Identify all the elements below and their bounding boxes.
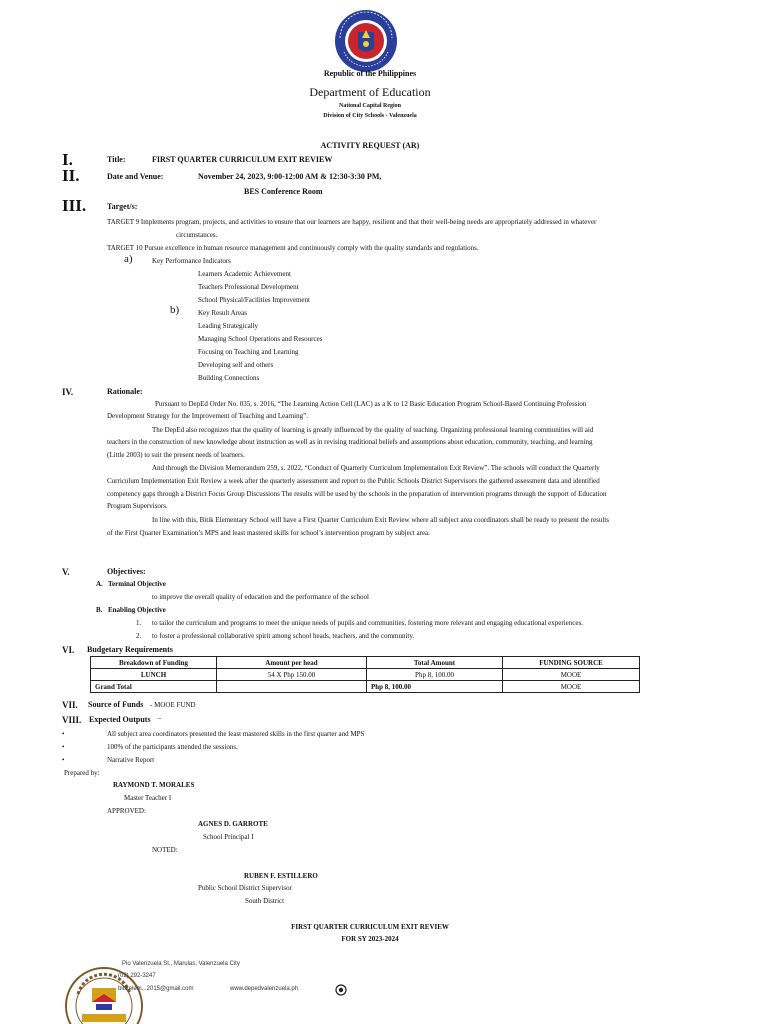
enabling-item-text: to foster a professional collaborative spirit among school heads, teachers, and the community. <box>152 632 415 640</box>
kpi-marker: a) <box>124 253 133 265</box>
table-cell: Grand Total <box>91 681 217 693</box>
section-7-number: VII. <box>62 700 78 710</box>
venue-value: BES Conference Room <box>244 187 323 196</box>
section-1-number: I. <box>62 150 73 169</box>
kra-label: Key Result Areas <box>198 309 247 317</box>
kpi-item: Learners Academic Achievement <box>198 270 291 278</box>
rationale-line: Development Strategy for the Improvement of Teaching and Learning”. <box>107 412 308 420</box>
region-line: National Capital Region <box>338 103 401 109</box>
noted-label: NOTED: <box>152 846 178 854</box>
table-cell: Php 8, 100.00 <box>367 669 503 681</box>
terminal-objective-label: Terminal Objective <box>108 580 166 588</box>
rationale-line: Program Supervisors. <box>107 502 168 510</box>
objective-b-marker: B. <box>96 606 103 614</box>
title-label: Title: <box>107 155 126 164</box>
approved-label: APPROVED: <box>107 807 146 815</box>
table-cell: LUNCH <box>91 669 217 681</box>
kpi-item: School Physical/Facilities Improvement <box>198 296 310 304</box>
title-value: FIRST QUARTER CURRICULUM EXIT REVIEW <box>152 155 333 164</box>
noter-district: South District <box>245 897 285 905</box>
date-value: November 24, 2023, 9:00-12:00 AM & 12:30-3:30 PM, <box>198 172 382 181</box>
section-8-number: VIII. <box>62 715 82 725</box>
funding-table <box>90 656 640 693</box>
footer-title-line-2: FOR SY 2023-2024 <box>341 935 399 943</box>
noter-name: RUBEN F. ESTILLERO <box>244 872 318 880</box>
bullet-icon: • <box>62 756 65 764</box>
footer-phone: (02) 292-3247 <box>118 973 156 979</box>
column-header: Amount per head <box>217 657 367 669</box>
division-line: Division of City Schools - Valenzuela <box>323 113 417 119</box>
preparer-title: Master Teacher I <box>124 794 172 802</box>
kra-item: Managing School Operations and Resources <box>198 335 323 343</box>
footer-address: Pio Valenzuela St., Marulas, Valenzuela City <box>122 961 240 967</box>
objectives-label: Objectives: <box>107 567 146 576</box>
column-header: Breakdown of Funding <box>91 657 217 669</box>
kpi-label: Key Performance Indicators <box>152 257 231 265</box>
table-cell <box>217 681 367 693</box>
section-2-number: II. <box>62 166 80 185</box>
rationale-line: The DepEd also recognizes that the quality of learning is greatly influenced by the quality of teaching. Organizing professional learning communities will aid <box>152 426 594 434</box>
bullet-icon: • <box>62 730 65 738</box>
rationale-line: Pursuant to DepEd Order No. 035, s. 2016, “The Learning Action Cell (LAC) as a K to 12 Basic Education Program School-Based Continuing Profession <box>155 400 587 408</box>
noter-title: Public School District Supervisor <box>198 884 292 892</box>
date-venue-label: Date and Venue: <box>107 172 164 181</box>
rationale-line: competency gaps through a District Focus Group Discussions The results will be used by the schools in the preparation of intervention programs through the support of Education <box>107 490 607 498</box>
enabling-item-number: 1. <box>136 619 142 627</box>
target-9-text: TARGET 9 Implements program, projects, and activities to ensure that our learners are happy, resilient and that their well-being needs are appropriately addressed in whatever <box>107 218 597 226</box>
table-cell: MOOE <box>503 681 640 693</box>
table-header-row <box>91 657 640 669</box>
output-item: All subject area coordinators presented the least mastered skills in the first quarter and MPS <box>107 730 365 738</box>
expected-outputs-label: Expected Outputs <box>89 715 151 724</box>
deped-seal <box>326 8 406 74</box>
department-name: Department of Education <box>309 85 431 99</box>
targets-label: Target/s: <box>107 202 138 211</box>
output-item: 100% of the participants attended the sessions. <box>107 743 238 751</box>
terminal-objective-text: to improve the overall quality of education and the performance of the school <box>152 593 369 601</box>
rationale-line: of the First Quarter Examination’s MPS and least mastered skills for school’s intervention program by subject area. <box>107 529 430 537</box>
preparer-name: RAYMOND T. MORALES <box>113 781 195 789</box>
section-5-number: V. <box>62 567 70 577</box>
kpi-item: Teachers Professional Development <box>198 283 299 291</box>
kra-marker: b) <box>170 304 180 316</box>
rationale-line: (Little 2003) to suit the present needs of learners. <box>107 451 245 459</box>
enabling-item-text: to tailor the curriculum and programs to meet the unique needs of pupils and communities, fostering more relevant and engaging educational experiences. <box>152 619 583 627</box>
source-of-funds-label: Source of Funds <box>88 700 144 709</box>
section-6-number: VI. <box>62 645 75 655</box>
rationale-line: And through the Division Memorandum 259, s. 2022, “Conduct of Quarterly Curriculum Implementation Exit Review”. The schools will conduct the Quarterly <box>152 464 600 472</box>
document-title: ACTIVITY REQUEST (AR) <box>320 141 420 150</box>
objective-a-marker: A. <box>96 580 103 588</box>
globe-icon <box>335 983 347 1001</box>
bullet-icon: • <box>62 743 65 751</box>
rationale-line: Curriculum Implementation Exit Review a week after the quarterly assessment and report to the Public Schools District Supervisors the gathered assessment data and identified <box>107 477 600 485</box>
approver-title: School Principal I <box>203 833 254 841</box>
prepared-by-label: Prepared by: <box>64 769 100 777</box>
output-item: Narrative Report <box>107 756 155 764</box>
enabling-objective-label: Enabling Objective <box>108 606 166 614</box>
rationale-label: Rationale: <box>107 387 143 396</box>
kra-item: Building Connections <box>198 374 260 382</box>
footer-title-line-1: FIRST QUARTER CURRICULUM EXIT REVIEW <box>291 923 449 931</box>
footer-website: www.depedvalenzuela.ph <box>230 986 299 992</box>
table-row <box>91 669 640 681</box>
kra-item: Focusing on Teaching and Learning <box>198 348 299 356</box>
kra-item: Leading Strategically <box>198 322 259 330</box>
table-total-row <box>91 681 640 693</box>
kra-item: Developing self and others <box>198 361 274 369</box>
budget-label: Budgetary Requirements <box>87 645 173 654</box>
approver-name: AGNES D. GARROTE <box>198 820 268 828</box>
column-header: FUNDING SOURCE <box>503 657 640 669</box>
target-9-continued: circumstances. <box>176 231 218 239</box>
footer-email: bitikelem...2015@gmail.com <box>118 986 194 992</box>
source-of-funds-value: - MOOE FUND <box>150 701 196 709</box>
table-cell: 54 X Php 150.00 <box>217 669 367 681</box>
section-3-number: III. <box>62 196 87 215</box>
republic-line: Republic of the Philippines <box>323 69 417 78</box>
table-cell: MOOE <box>503 669 640 681</box>
expected-outputs-dash: – <box>158 714 162 722</box>
section-4-number: IV. <box>62 387 74 397</box>
column-header: Total Amount <box>367 657 503 669</box>
table-cell: Php 8, 100.00 <box>367 681 503 693</box>
enabling-item-number: 2. <box>136 632 142 640</box>
target-10-text: TARGET 10 Pursue excellence in human resource management and continuously comply with the quality standards and regulations. <box>107 244 479 252</box>
rationale-line: In line with this, Bitik Elementary School will have a First Quarter Curriculum Exit Review where all subject area coordinators shall be ready to present the results <box>152 516 610 524</box>
rationale-line: teachers in the construction of new knowledge about instruction as well as in revising traditional beliefs and assumptions about education, community, teaching, and learning <box>107 438 593 446</box>
